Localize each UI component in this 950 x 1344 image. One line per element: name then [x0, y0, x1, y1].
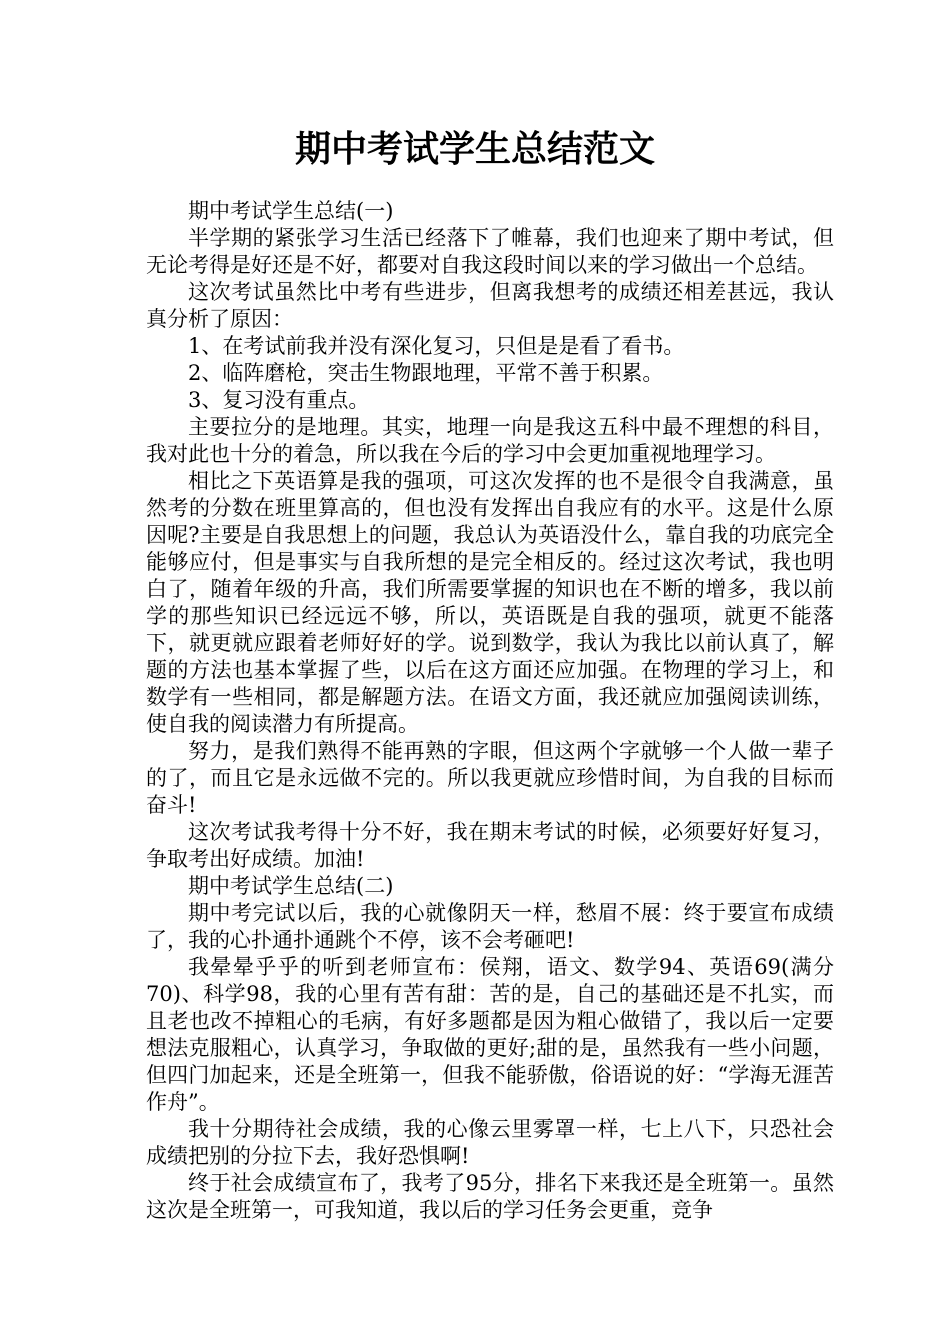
paragraph: 3、复习没有重点。 — [188, 388, 370, 412]
paragraph: 2、临阵磨枪，突击生物跟地理，平常不善于积累。 — [188, 361, 664, 385]
paragraph: 我晕晕乎乎的听到老师宣布：侯翔，语文、数学94、英语69(满分70)、科学98，我的心里有苦有甜：苦的是，自己的基础还是不扎实，而且老也改不掉粗心的毛病，有好多题都是因为粗心做错了，我以后一定要想法克服粗心，认真学习，争取做的更好;甜的是，虽然我有一些小问题，但四门加起来，还是全班第一，但我不能骄傲，俗语说的好：“学海无涯苦作舟”。 — [146, 955, 834, 1114]
paragraph: 主要拉分的是地理。其实，地理一向是我这五科中最不理想的科目，我对此也十分的着急，所以我在今后的学习中会更加重视地理学习。 — [146, 415, 834, 466]
paragraph: 这次考试虽然比中考有些进步，但离我想考的成绩还相差甚远，我认真分析了原因： — [146, 280, 834, 331]
paragraph: 期中考完试以后，我的心就像阴天一样，愁眉不展：终于要宣布成绩了，我的心扑通扑通跳个不停，该不会考砸吧! — [146, 901, 834, 952]
paragraph: 期中考试学生总结(二) — [188, 874, 394, 898]
paragraph: 相比之下英语算是我的强项，可这次发挥的也不是很令自我满意，虽然考的分数在班里算高的，但也没有发挥出自我应有的水平。这是什么原因呢?主要是自我思想上的问题，我总认为英语没什么，靠自我的功底完全能够应付，但是事实与自我所想的是完全相反的。经过这次考试，我也明白了，随着年级的升高，我们所需要掌握的知识也在不断的增多，我以前学的那些知识已经远远不够，所以，英语既是自我的强项，就更不能落下，就更就应跟着老师好好的学。说到数学，我认为我比以前认真了，解题的方法也基本掌握了些，以后在这方面还应加强。在物理的学习上，和数学有一些相同，都是解题方法。在语文方面，我还就应加强阅读训练，使自我的阅读潜力有所提高。 — [146, 469, 834, 736]
paragraph: 半学期的紧张学习生活已经落下了帷幕，我们也迎来了期中考试，但无论考得是好还是不好，都要对自我这段时间以来的学习做出一个总结。 — [146, 226, 834, 277]
paragraph: 期中考试学生总结(一) — [188, 199, 394, 223]
paragraph: 终于社会成绩宣布了，我考了95分，排名下来我还是全班第一。虽然这次是全班第一，可我知道，我以后的学习任务会更重，竞争 — [146, 1171, 834, 1222]
document-title: 期中考试学生总结范文 — [294, 129, 655, 170]
paragraph: 1、在考试前我并没有深化复习，只但是是看了看书。 — [188, 334, 685, 358]
paragraph: 努力，是我们熟得不能再熟的字眼，但这两个字就够一个人做一辈子的了，而且它是永远做不完的。所以我更就应珍惜时间，为自我的目标而奋斗! — [146, 739, 834, 817]
paragraph: 我十分期待社会成绩，我的心像云里雾罩一样，七上八下，只恐社会成绩把别的分拉下去，我好恐惧啊! — [146, 1117, 834, 1168]
document-body — [146, 198, 834, 1224]
paragraph: 这次考试我考得十分不好，我在期末考试的时候，必须要好好复习，争取考出好成绩。加油! — [146, 820, 834, 871]
